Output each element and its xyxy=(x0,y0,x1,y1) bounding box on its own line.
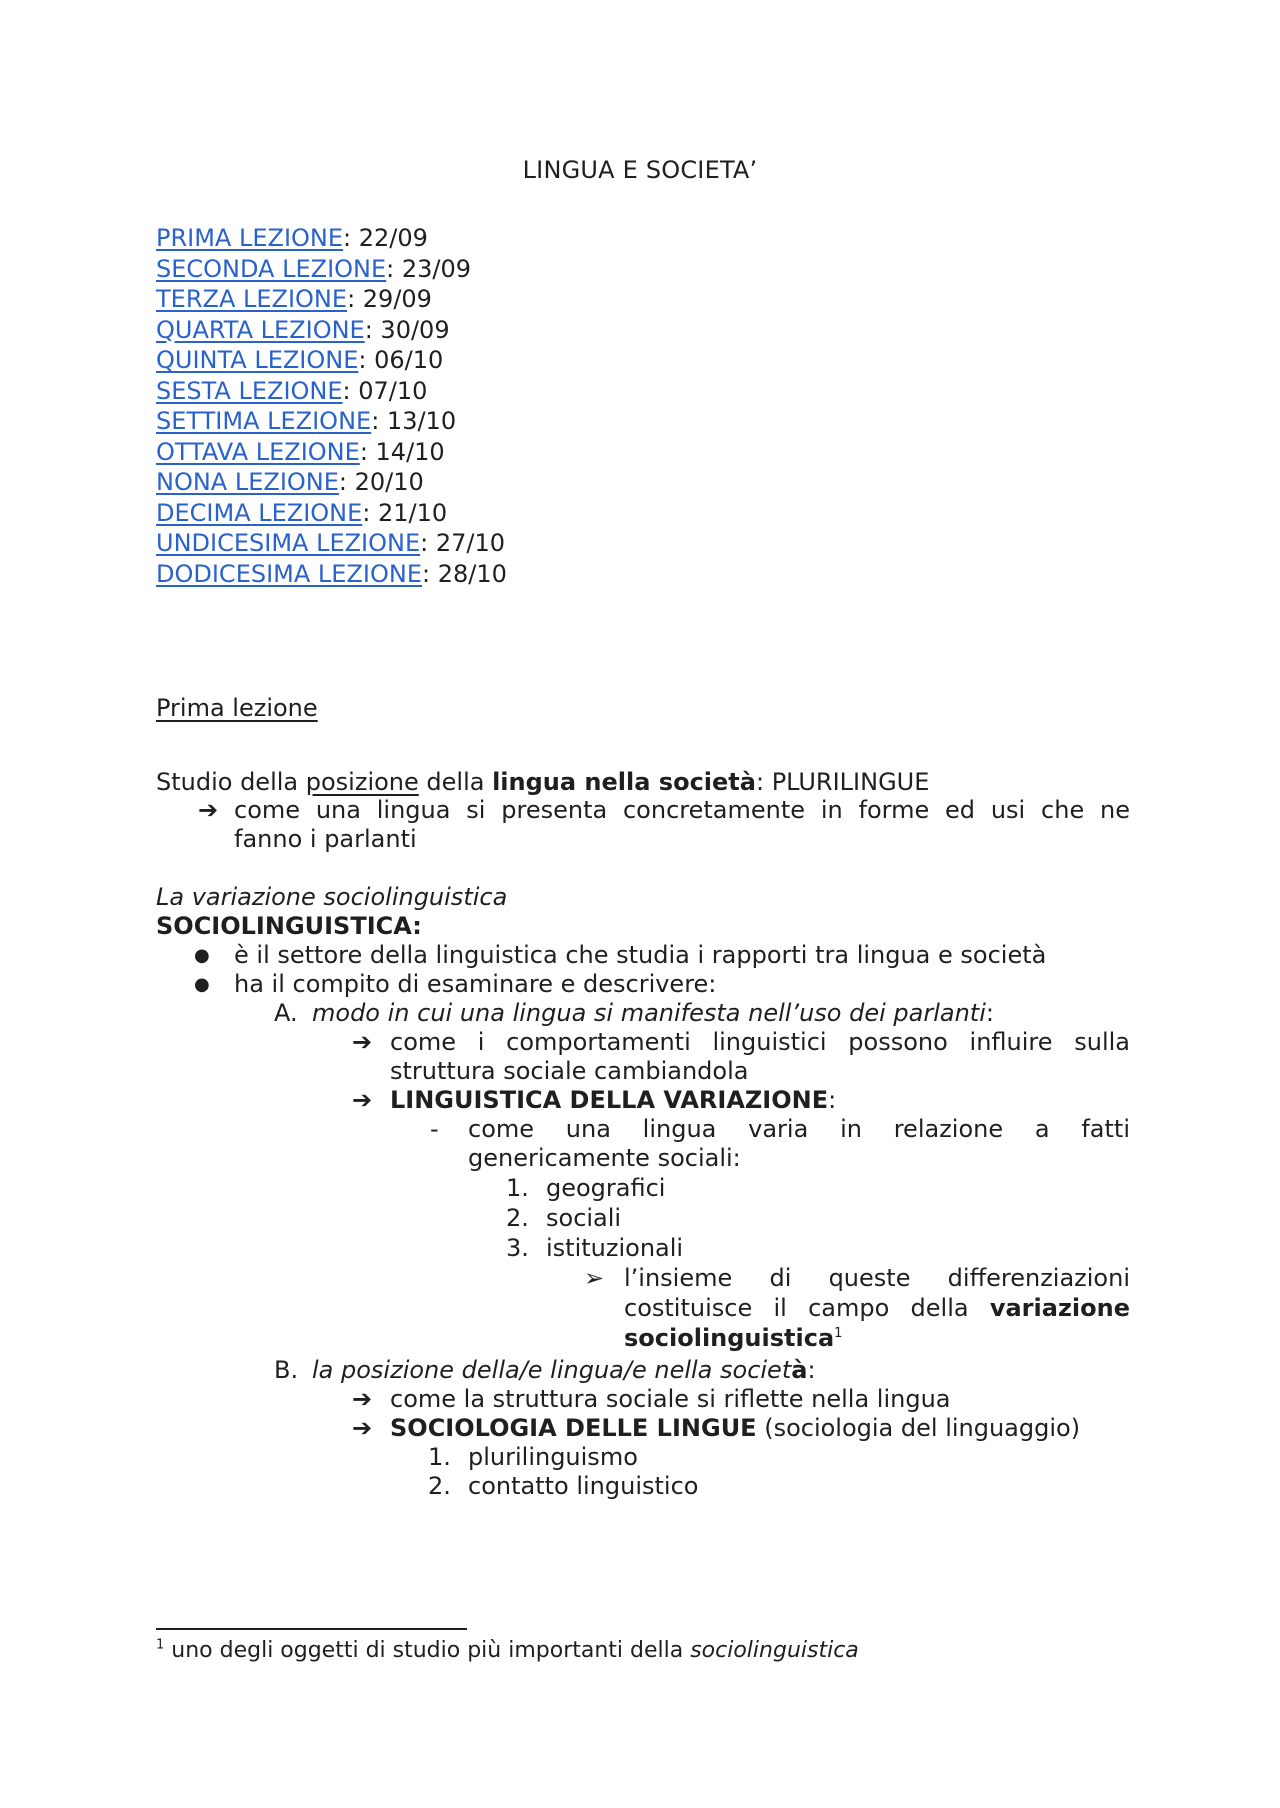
numbered-item: geografici xyxy=(546,1174,666,1202)
point-b-italic: la posizione della/e lingua/e nella societ xyxy=(312,1356,792,1384)
toc-link[interactable]: SETTIMA LEZIONE xyxy=(156,407,372,435)
numbered-marker: 3. xyxy=(506,1234,529,1262)
toc-row xyxy=(156,406,507,437)
numbered-marker: 1. xyxy=(428,1443,451,1471)
numbered-marker: 1. xyxy=(506,1174,529,1202)
tri-line-2-prefix: costituisce il campo della xyxy=(624,1294,990,1322)
numbered-marker: 2. xyxy=(428,1472,451,1500)
toc-link[interactable]: SESTA LEZIONE xyxy=(156,376,343,405)
toc-date: : 13/10 xyxy=(371,407,457,435)
point-a-arrow1-line2: struttura sociale cambiandola xyxy=(390,1057,749,1085)
bullet-item: è il settore della linguistica che studia i rapporti tra lingua e società xyxy=(234,941,1047,969)
triangle-bullet-icon: ➢ xyxy=(584,1264,605,1292)
toc-row xyxy=(156,284,507,315)
toc-date: : 20/10 xyxy=(338,468,424,496)
toc-link[interactable]: QUINTA LEZIONE xyxy=(156,346,359,374)
toc-date: : 14/10 xyxy=(359,437,445,466)
arrow-icon: ➔ xyxy=(352,1028,373,1056)
point-a-arrow1-line1: come i comportamenti linguistici possono influire sulla xyxy=(390,1028,1130,1056)
toc-link[interactable]: OTTAVA LEZIONE xyxy=(156,437,360,466)
point-b-marker: B. xyxy=(274,1356,299,1384)
arrow-icon: ➔ xyxy=(352,1385,373,1413)
point-a-text xyxy=(312,999,994,1028)
toc-date: : 07/10 xyxy=(342,376,428,405)
numbered-marker: 2. xyxy=(506,1204,529,1232)
numbered-item: plurilinguismo xyxy=(468,1443,638,1471)
section-heading: Prima lezione xyxy=(156,694,318,722)
toc-link[interactable]: PRIMA LEZIONE xyxy=(156,224,344,252)
intro-suffix: : PLURILINGUE xyxy=(755,768,930,796)
toc-link[interactable]: DODICESIMA LEZIONE xyxy=(156,559,422,588)
document-title: LINGUA E SOCIETA’ xyxy=(522,156,758,184)
toc-row xyxy=(156,559,507,590)
lesson-body xyxy=(156,768,1130,1528)
arrow-icon: ➔ xyxy=(352,1414,373,1442)
footnote xyxy=(156,1638,859,1663)
footnote-reference[interactable]: 1 xyxy=(834,1326,843,1341)
numbered-item: istituzionali xyxy=(546,1234,684,1262)
bullet-item: ha il compito di esaminare e descrivere: xyxy=(234,970,717,998)
footnote-italic: sociolinguistica xyxy=(690,1638,859,1663)
dash-line-1: come una lingua varia in relazione a fatti xyxy=(468,1115,1130,1143)
footnote-divider xyxy=(156,1628,467,1630)
dash-line-2: genericamente sociali: xyxy=(468,1144,741,1172)
bullet-icon: ● xyxy=(194,974,210,995)
arrow-icon: ➔ xyxy=(352,1086,373,1114)
intro-arrow-line-2: fanno i parlanti xyxy=(234,825,417,853)
variation-title: La variazione sociolinguistica xyxy=(156,883,508,911)
footnote-number: 1 xyxy=(156,1637,165,1653)
toc-row xyxy=(156,345,507,376)
toc-row xyxy=(156,254,507,285)
point-a-italic: modo in cui una lingua si manifesta nell’uso dei parlanti xyxy=(312,999,986,1027)
point-b-colon: : xyxy=(807,1356,816,1384)
tri-line-2-bold: variazione xyxy=(989,1294,1130,1322)
toc-link[interactable]: TERZA LEZIONE xyxy=(156,285,348,313)
intro-middle: della xyxy=(418,768,493,796)
intro-prefix: Studio della xyxy=(156,768,306,796)
intro-bold: lingua nella società xyxy=(492,768,756,796)
toc-date: : 30/09 xyxy=(364,315,450,344)
toc-row xyxy=(156,376,507,407)
toc-row xyxy=(156,528,507,559)
toc-link[interactable]: UNDICESIMA LEZIONE xyxy=(156,529,421,557)
footnote-text: uno degli oggetti di studio più importanti della xyxy=(164,1638,691,1663)
toc-row xyxy=(156,315,507,346)
dash-icon: - xyxy=(430,1115,439,1143)
toc-date: : 29/09 xyxy=(347,285,432,313)
intro-arrow-line-1: come una lingua si presenta concretamente in forme ed usi che ne xyxy=(234,796,1130,824)
toc-link[interactable]: SECONDA LEZIONE xyxy=(156,254,387,283)
toc-date: : 21/10 xyxy=(362,498,448,527)
toc-date: : 22/09 xyxy=(343,224,428,252)
toc-row xyxy=(156,223,507,254)
point-a-marker: A. xyxy=(274,999,298,1027)
tri-line-3 xyxy=(624,1324,842,1353)
toc-link[interactable]: DECIMA LEZIONE xyxy=(156,498,363,527)
table-of-contents xyxy=(156,223,507,589)
point-a-arrow2-bold: LINGUISTICA DELLA VARIAZIONE xyxy=(390,1086,829,1114)
point-b-arrow2 xyxy=(390,1414,1080,1443)
intro-underlined: posizione xyxy=(305,768,419,796)
toc-date: : 06/10 xyxy=(358,346,444,374)
toc-date: : 23/09 xyxy=(386,254,472,283)
arrow-icon: ➔ xyxy=(198,796,219,824)
bullet-icon: ● xyxy=(194,945,210,966)
intro-line xyxy=(156,768,929,797)
toc-row xyxy=(156,467,507,498)
toc-row xyxy=(156,498,507,529)
tri-line-3-bold: sociolinguistica xyxy=(624,1324,835,1352)
numbered-item: sociali xyxy=(546,1204,622,1232)
tri-line-1: l’insieme di queste differenziazioni xyxy=(624,1264,1130,1292)
point-b-text xyxy=(312,1356,816,1385)
toc-link[interactable]: NONA LEZIONE xyxy=(156,468,339,496)
numbered-item: contatto linguistico xyxy=(468,1472,699,1500)
point-b-arrow2-rest: (sociologia del linguaggio) xyxy=(756,1414,1081,1442)
toc-link[interactable]: QUARTA LEZIONE xyxy=(156,315,365,344)
point-b-bold-char: à xyxy=(791,1356,808,1384)
toc-date: : 28/10 xyxy=(421,559,507,588)
point-b-arrow1: come la struttura sociale si riflette nella lingua xyxy=(390,1385,951,1413)
socio-heading: SOCIOLINGUISTICA: xyxy=(156,912,422,940)
point-a-arrow2-colon: : xyxy=(828,1086,837,1114)
point-b-arrow2-bold: SOCIOLOGIA DELLE LINGUE xyxy=(390,1414,757,1442)
toc-row xyxy=(156,437,507,468)
toc-date: : 27/10 xyxy=(420,529,506,557)
tri-line-2 xyxy=(624,1294,1130,1323)
point-a-arrow2 xyxy=(390,1086,836,1115)
point-a-colon: : xyxy=(985,999,994,1027)
